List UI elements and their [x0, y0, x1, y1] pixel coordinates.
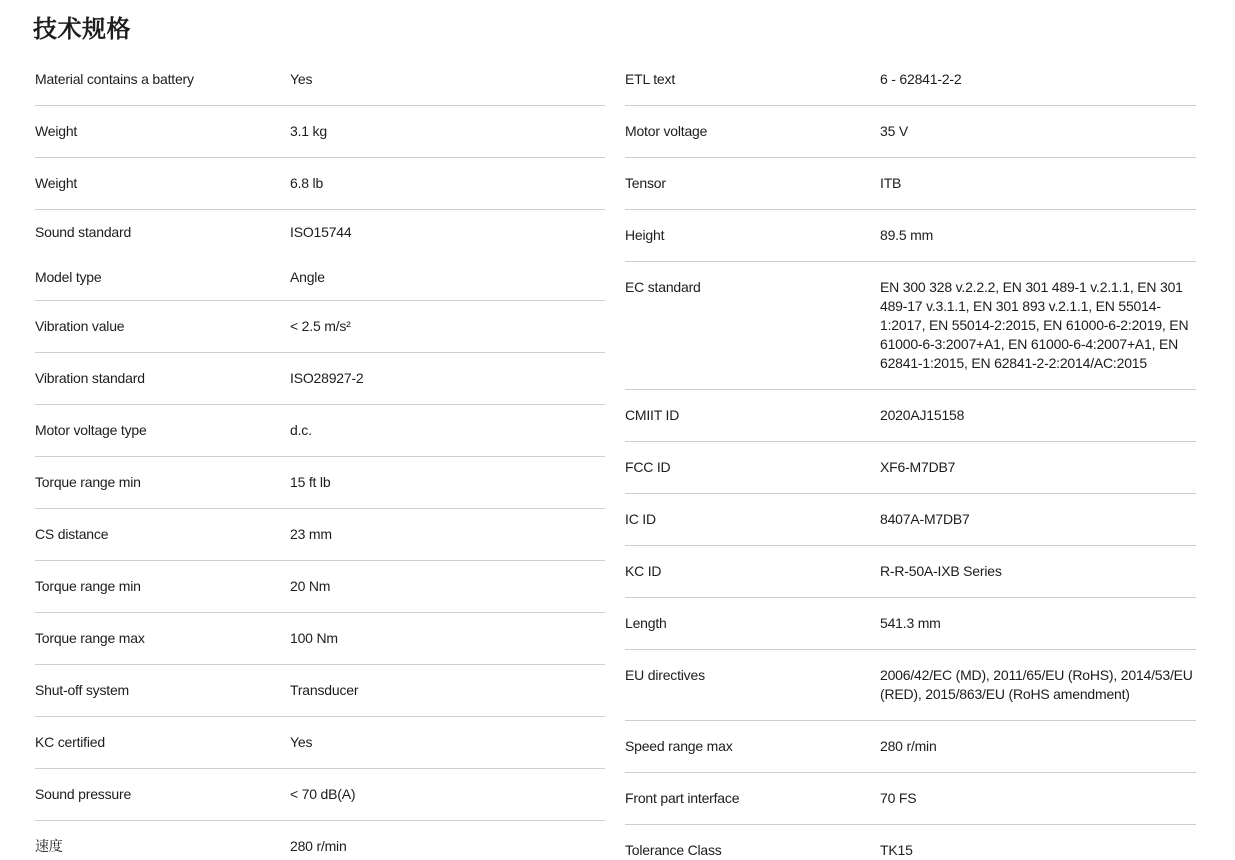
spec-value: Transducer: [290, 682, 359, 698]
spec-cell: [625, 773, 1196, 825]
spec-cell: [625, 262, 1196, 390]
spec-label: Torque range min: [35, 578, 141, 594]
spec-row: [35, 353, 605, 404]
spec-value: Yes: [290, 734, 313, 750]
spec-cell: [625, 54, 1196, 106]
spec-value: 280 r/min: [880, 738, 937, 754]
spec-value: < 70 dB(A): [290, 786, 356, 802]
spec-value: d.c.: [290, 422, 312, 438]
spec-label: Tolerance Class: [625, 842, 722, 858]
spec-cell: [35, 301, 605, 353]
spec-label: Weight: [35, 175, 78, 191]
spec-label: Torque range min: [35, 474, 141, 490]
spec-label: EU directives: [625, 667, 705, 683]
spec-row: [35, 106, 605, 157]
spec-row: [625, 721, 1196, 772]
spec-row: [35, 717, 605, 768]
spec-row: [35, 54, 605, 105]
spec-label: Tensor: [625, 175, 666, 191]
spec-value: 70 FS: [880, 790, 917, 806]
spec-cell: [625, 546, 1196, 598]
spec-label: Vibration value: [35, 318, 125, 334]
spec-label: Speed range max: [625, 738, 733, 754]
spec-row: [35, 613, 605, 664]
spec-value: 6 - 62841-2-2: [880, 71, 962, 87]
spec-row: [625, 650, 1196, 720]
spec-cell: [625, 494, 1196, 546]
spec-value: 23 mm: [290, 526, 332, 542]
spec-cell: [625, 158, 1196, 210]
spec-value: Angle: [290, 269, 325, 285]
spec-cell: [625, 390, 1196, 442]
spec-value: ISO28927-2: [290, 370, 364, 386]
spec-row: [625, 442, 1196, 493]
page-title: 技术规格: [33, 16, 131, 43]
spec-row: [35, 255, 605, 300]
spec-row: [35, 509, 605, 560]
spec-value: 2020AJ15158: [880, 407, 965, 423]
spec-label: Model type: [35, 269, 102, 285]
spec-cell: [625, 210, 1196, 262]
spec-value: 3.1 kg: [290, 123, 327, 139]
spec-value: 8407A-M7DB7: [880, 511, 970, 527]
spec-label: Motor voltage: [625, 123, 708, 139]
spec-row: [35, 405, 605, 456]
spec-row: [625, 825, 1196, 860]
spec-row: [625, 106, 1196, 157]
spec-value: 541.3 mm: [880, 615, 941, 631]
spec-label: Front part interface: [625, 790, 740, 806]
spec-label: Motor voltage type: [35, 422, 147, 438]
spec-cell: [35, 106, 605, 158]
spec-value: R-R-50A-IXB Series: [880, 563, 1002, 579]
spec-cell: [625, 442, 1196, 494]
spec-cell: [625, 825, 1196, 860]
spec-value: ITB: [880, 175, 902, 191]
spec-value: XF6-M7DB7: [880, 459, 956, 475]
spec-value: EN 300 328 v.2.2.2, EN 301 489-1 v.2.1.1, EN 301 489-17 v.3.1.1, EN 301 893 v.2.1.1, EN 55014-1:2017, EN 55014-2:2015, EN 61000-6-2:2019, EN 61000-6-3:2007+A1, EN 61000-6-4:2007+A1, EN 62841-1:2015, EN 62841-2-2:2014/AC:2015: [880, 279, 1189, 371]
spec-label: Sound standard: [35, 224, 132, 240]
spec-cell: [625, 598, 1196, 650]
spec-label: Weight: [35, 123, 78, 139]
spec-value: 15 ft lb: [290, 474, 331, 490]
spec-row: [35, 210, 605, 255]
spec-value: 20 Nm: [290, 578, 331, 594]
spec-label: 速度: [35, 838, 63, 854]
spec-cell: [35, 54, 605, 106]
spec-value: ISO15744: [290, 224, 352, 240]
spec-column-left: [35, 54, 605, 860]
spec-value: 89.5 mm: [880, 227, 934, 243]
spec-cell: [625, 650, 1196, 721]
spec-label: IC ID: [625, 511, 656, 527]
spec-columns: [35, 54, 1196, 860]
spec-cell: [35, 769, 605, 821]
spec-row: [625, 546, 1196, 597]
spec-label: KC ID: [625, 563, 662, 579]
spec-row: [35, 665, 605, 716]
spec-cell: [35, 561, 605, 613]
spec-label: FCC ID: [625, 459, 671, 475]
spec-cell: [625, 721, 1196, 773]
spec-cell: [35, 405, 605, 457]
spec-row: [625, 54, 1196, 105]
spec-column-right: [625, 54, 1196, 860]
spec-cell: [35, 509, 605, 561]
spec-cell: [35, 665, 605, 717]
spec-row: [35, 158, 605, 209]
spec-row: [35, 457, 605, 508]
spec-label: EC standard: [625, 279, 701, 295]
spec-value: TK15: [880, 842, 913, 858]
spec-label: Material contains a battery: [35, 71, 194, 87]
spec-label: CS distance: [35, 526, 109, 542]
spec-cell: [35, 717, 605, 769]
spec-row: [625, 262, 1196, 389]
spec-cell: [35, 613, 605, 665]
spec-label: Height: [625, 227, 665, 243]
spec-value: 35 V: [880, 123, 908, 139]
spec-row: [625, 598, 1196, 649]
spec-row: [35, 301, 605, 352]
spec-label: CMIIT ID: [625, 407, 680, 423]
spec-row: [35, 561, 605, 612]
spec-row: [625, 210, 1196, 261]
spec-row: [625, 773, 1196, 824]
spec-value: < 2.5 m/s²: [290, 318, 351, 334]
spec-cell-group: [35, 210, 605, 301]
spec-value: 280 r/min: [290, 838, 347, 854]
spec-row: [625, 494, 1196, 545]
spec-row: [625, 158, 1196, 209]
spec-row: [35, 769, 605, 820]
spec-label: Length: [625, 615, 667, 631]
spec-row: [35, 821, 605, 860]
spec-value: Yes: [290, 71, 313, 87]
spec-row: [625, 390, 1196, 441]
spec-cell: [35, 457, 605, 509]
spec-label: KC certified: [35, 734, 105, 750]
spec-value: 100 Nm: [290, 630, 338, 646]
spec-label: ETL text: [625, 71, 676, 87]
spec-cell: [35, 821, 605, 860]
spec-cell: [35, 353, 605, 405]
spec-cell: [35, 158, 605, 210]
spec-label: Vibration standard: [35, 370, 145, 386]
spec-label: Torque range max: [35, 630, 145, 646]
spec-label: Sound pressure: [35, 786, 132, 802]
spec-cell: [625, 106, 1196, 158]
spec-label: Shut-off system: [35, 682, 130, 698]
spec-value: 6.8 lb: [290, 175, 324, 191]
spec-value: 2006/42/EC (MD), 2011/65/EU (RoHS), 2014/53/EU (RED), 2015/863/EU (RoHS amendment): [880, 667, 1193, 702]
